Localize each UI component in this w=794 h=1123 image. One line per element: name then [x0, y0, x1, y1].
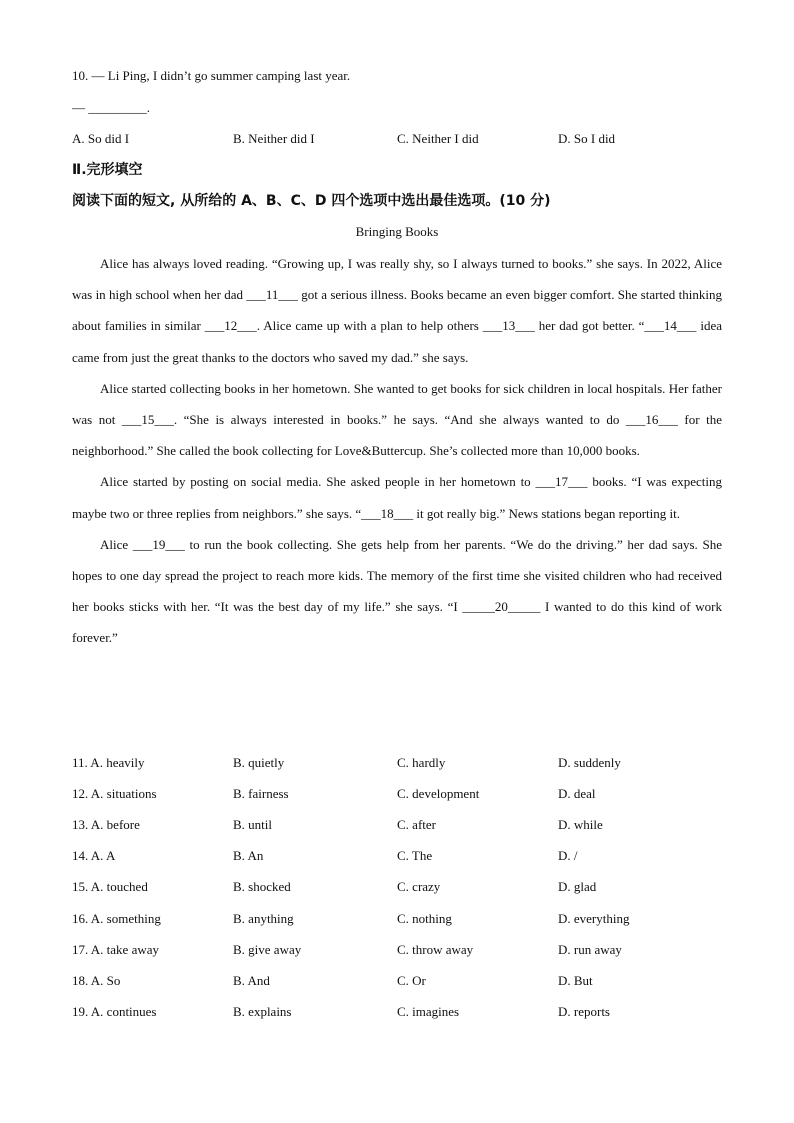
option-d: D. while [558, 817, 603, 832]
passage-body [72, 248, 722, 654]
q10-reply: — _________. [72, 100, 150, 115]
q10-stem: 10. — Li Ping, I didn’t go summer camping last year. [72, 68, 351, 83]
option-a: 12. A. situations [72, 786, 157, 801]
option-c: C. throw away [397, 942, 474, 957]
option-c: C. nothing [397, 911, 452, 926]
option-a: 11. A. heavily [72, 755, 145, 770]
option-d: D. suddenly [558, 755, 621, 770]
option-c: C. imagines [397, 1004, 460, 1019]
option-b: B. explains [233, 1004, 292, 1019]
option-a: 15. A. touched [72, 879, 148, 894]
option-d: D. everything [558, 911, 630, 926]
option-a: 18. A. So [72, 973, 121, 988]
option-c: C. Or [397, 973, 426, 988]
passage-title: Bringing Books [355, 224, 439, 239]
option-d: D. glad [558, 879, 597, 894]
section-instruction: 阅读下面的短文, 从所给的 A、B、C、D 四个选项中选出最佳选项。(10 分) [72, 193, 551, 209]
q10-option-c: C. Neither I did [397, 131, 479, 146]
option-c: C. hardly [397, 755, 446, 770]
option-a: 16. A. something [72, 911, 161, 926]
option-d: D. But [558, 973, 593, 988]
q10-option-d: D. So I did [558, 131, 616, 146]
option-b: B. fairness [233, 786, 289, 801]
paragraph-4: Alice ___19___ to run the book collecting. She gets help from her parents. “We do the driving.” her dad says. She hopes to one day spread the project to reach more kids. The memory of the first time she visited children who had received her books sticks with her. “It was the best day of my life.” she says. “I _____20_____ I wanted to do this kind of work forever.” [72, 536, 722, 646]
option-b: B. An [233, 848, 264, 863]
option-b: B. shocked [233, 879, 291, 894]
option-c: C. crazy [397, 879, 441, 894]
option-c: C. development [397, 786, 480, 801]
paragraph-2: Alice started collecting books in her hometown. She wanted to get books for sick children in local hospitals. Her father was not ___15___. “She is always interested in books.” he says. “And she always wanted to do ___16___ for the neighborhood.” She called the book collecting for Love&Buttercup. She’s collected more than 10,000 books. [72, 380, 722, 459]
section-heading: Ⅱ.完形填空 [72, 162, 143, 178]
option-b: B. give away [233, 942, 302, 957]
option-d: D. / [558, 848, 578, 863]
option-a: 17. A. take away [72, 942, 160, 957]
option-b: B. anything [233, 911, 294, 926]
option-d: D. deal [558, 786, 596, 801]
paragraph-3: Alice started by posting on social media. She asked people in her hometown to ___17___ books. “I was expecting maybe two or three replies from neighbors.” she says. “___18___ it got really big.” News stations began reporting it. [72, 474, 722, 521]
option-b: B. quietly [233, 755, 285, 770]
q10-option-a: A. So did I [72, 131, 130, 146]
option-a: 13. A. before [72, 817, 140, 832]
option-b: B. until [233, 817, 273, 832]
paragraph-1: Alice has always loved reading. “Growing up, I was really shy, so I always turned to books.” she says. In 2022, Alice was in high school when her dad ___11___ got a serious illness. Books became an even bigger comfort. She started thinking about families in similar ___12___. Alice came up with a plan to help others ___13___ her dad got better. “___14___ idea came from just the great thanks to the doctors who saved my dad.” she says. [72, 256, 722, 365]
option-c: C. The [397, 848, 433, 863]
option-a: 14. A. A [72, 848, 116, 863]
option-d: D. reports [558, 1004, 610, 1019]
option-c: C. after [397, 817, 436, 832]
option-d: D. run away [558, 942, 622, 957]
q10-option-b: B. Neither did I [233, 131, 315, 146]
option-b: B. And [233, 973, 270, 988]
option-a: 19. A. continues [72, 1004, 157, 1019]
